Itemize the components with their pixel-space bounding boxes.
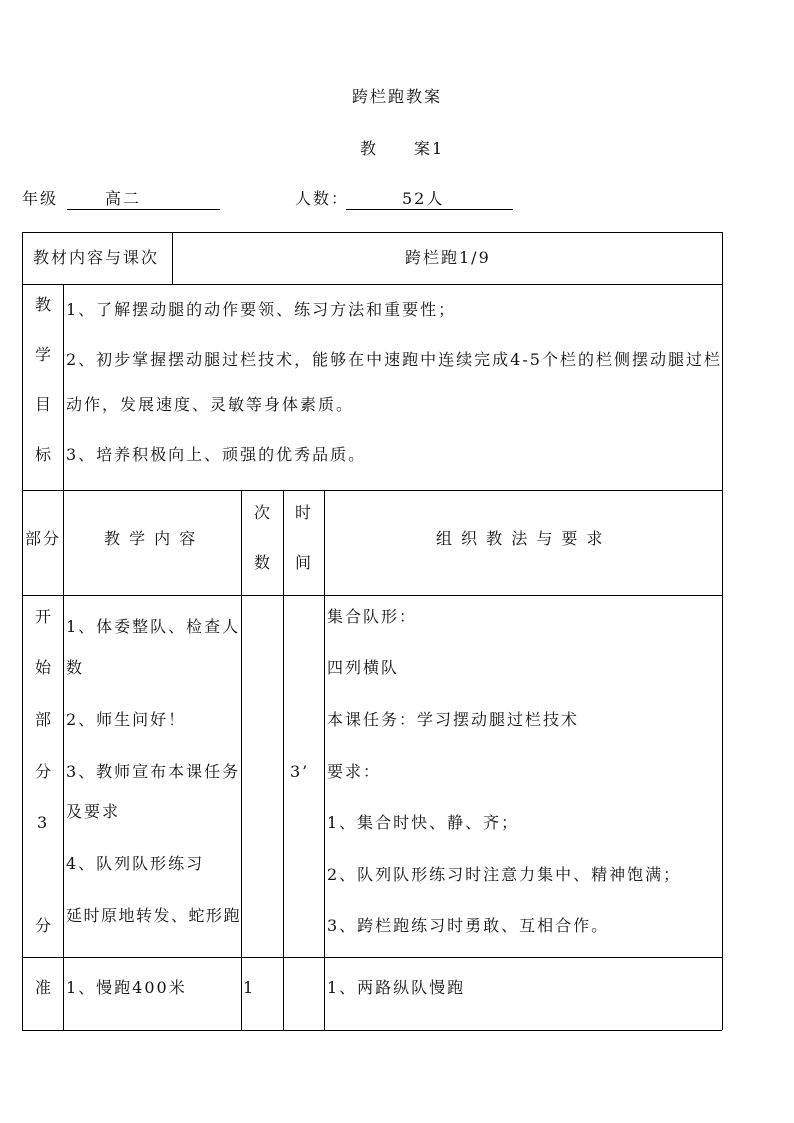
header-times-char: 次 <box>254 503 273 522</box>
goal-line: 1、了解摆动腿的动作要领、练习方法和重要性； <box>66 300 457 319</box>
document-title: 跨栏跑教案 <box>351 87 442 106</box>
header-part: 部分 <box>25 529 62 548</box>
course-content-label: 教材内容与课次 <box>33 248 160 267</box>
table-border-bottom <box>22 1030 722 1031</box>
count-value: 52人 <box>402 189 445 208</box>
header-content: 教 学 内 容 <box>104 529 198 548</box>
opening-part-char: 3 <box>37 813 50 832</box>
opening-method-line: 集合队形： <box>327 607 418 626</box>
opening-content-line: 4、队列队形练习 <box>66 854 205 873</box>
goals-label-char: 目 <box>35 395 54 414</box>
opening-part-char: 开 <box>35 607 54 626</box>
table-line <box>324 490 325 1030</box>
opening-content-line: 数 <box>66 658 85 677</box>
header-duration-char: 间 <box>295 553 314 572</box>
goals-label-char: 标 <box>35 445 54 464</box>
goal-line: 2、初步掌握摆动腿过栏技术，能够在中速跑中连续完成4-5个栏的栏侧摆动腿过栏 <box>66 350 722 369</box>
table-line <box>63 284 64 1030</box>
table-border-left <box>22 232 23 1030</box>
opening-method-line: 要求： <box>327 762 382 781</box>
table-line <box>283 490 284 1030</box>
opening-part-char: 分 <box>35 762 54 781</box>
table-line <box>241 490 242 1030</box>
opening-content-line: 及要求 <box>66 802 121 821</box>
opening-method-line: 2、队列队形练习时注意力集中、精神饱满； <box>327 865 682 884</box>
table-line <box>172 232 173 284</box>
grade-value: 高二 <box>105 189 142 208</box>
table-line <box>22 957 722 958</box>
table-border-right <box>722 232 723 1030</box>
opening-method-line: 本课任务：学习摆动腿过栏技术 <box>327 710 580 729</box>
warmup-method: 1、两路纵队慢跑 <box>327 978 466 997</box>
header-method: 组 织 教 法 与 要 求 <box>436 529 605 548</box>
opening-content-line: 1、体委整队、检查人 <box>66 617 241 636</box>
table-line <box>22 284 722 285</box>
grade-underline <box>67 189 220 210</box>
opening-method-line: 四列横队 <box>327 658 400 677</box>
header-duration-char: 时 <box>295 503 314 522</box>
count-label: 人数： <box>295 189 350 208</box>
table-line <box>22 490 722 491</box>
document-subtitle: 教 案1 <box>360 139 445 158</box>
opening-method-line: 3、跨栏跑练习时勇敢、互相合作。 <box>327 916 610 935</box>
opening-content-line: 2、师生问好！ <box>66 710 187 729</box>
opening-part-char: 部 <box>35 710 54 729</box>
header-times-char: 数 <box>254 553 273 572</box>
course-content-value: 跨栏跑1/9 <box>405 248 491 267</box>
goal-line: 动作，发展速度、灵敏等身体素质。 <box>66 395 355 414</box>
opening-content-line: 延时原地转发、蛇形跑 <box>66 906 242 925</box>
warmup-times: 1 <box>243 978 256 997</box>
opening-method-line: 1、集合时快、静、齐； <box>327 813 520 832</box>
opening-part-char: 始 <box>35 658 54 677</box>
opening-content-line: 3、教师宣布本课任务 <box>66 762 241 781</box>
table-border-top <box>22 232 722 233</box>
goals-label-char: 教 <box>35 295 54 314</box>
grade-label: 年级 <box>22 189 59 208</box>
opening-duration: 3’ <box>290 762 310 781</box>
table-line <box>22 595 722 596</box>
goal-line: 3、培养积极向上、顽强的优秀品质。 <box>66 445 367 464</box>
warmup-part: 准 <box>35 978 54 997</box>
opening-part-char: 分 <box>35 916 54 935</box>
goals-label-char: 学 <box>35 345 54 364</box>
warmup-content: 1、慢跑400米 <box>66 978 187 997</box>
